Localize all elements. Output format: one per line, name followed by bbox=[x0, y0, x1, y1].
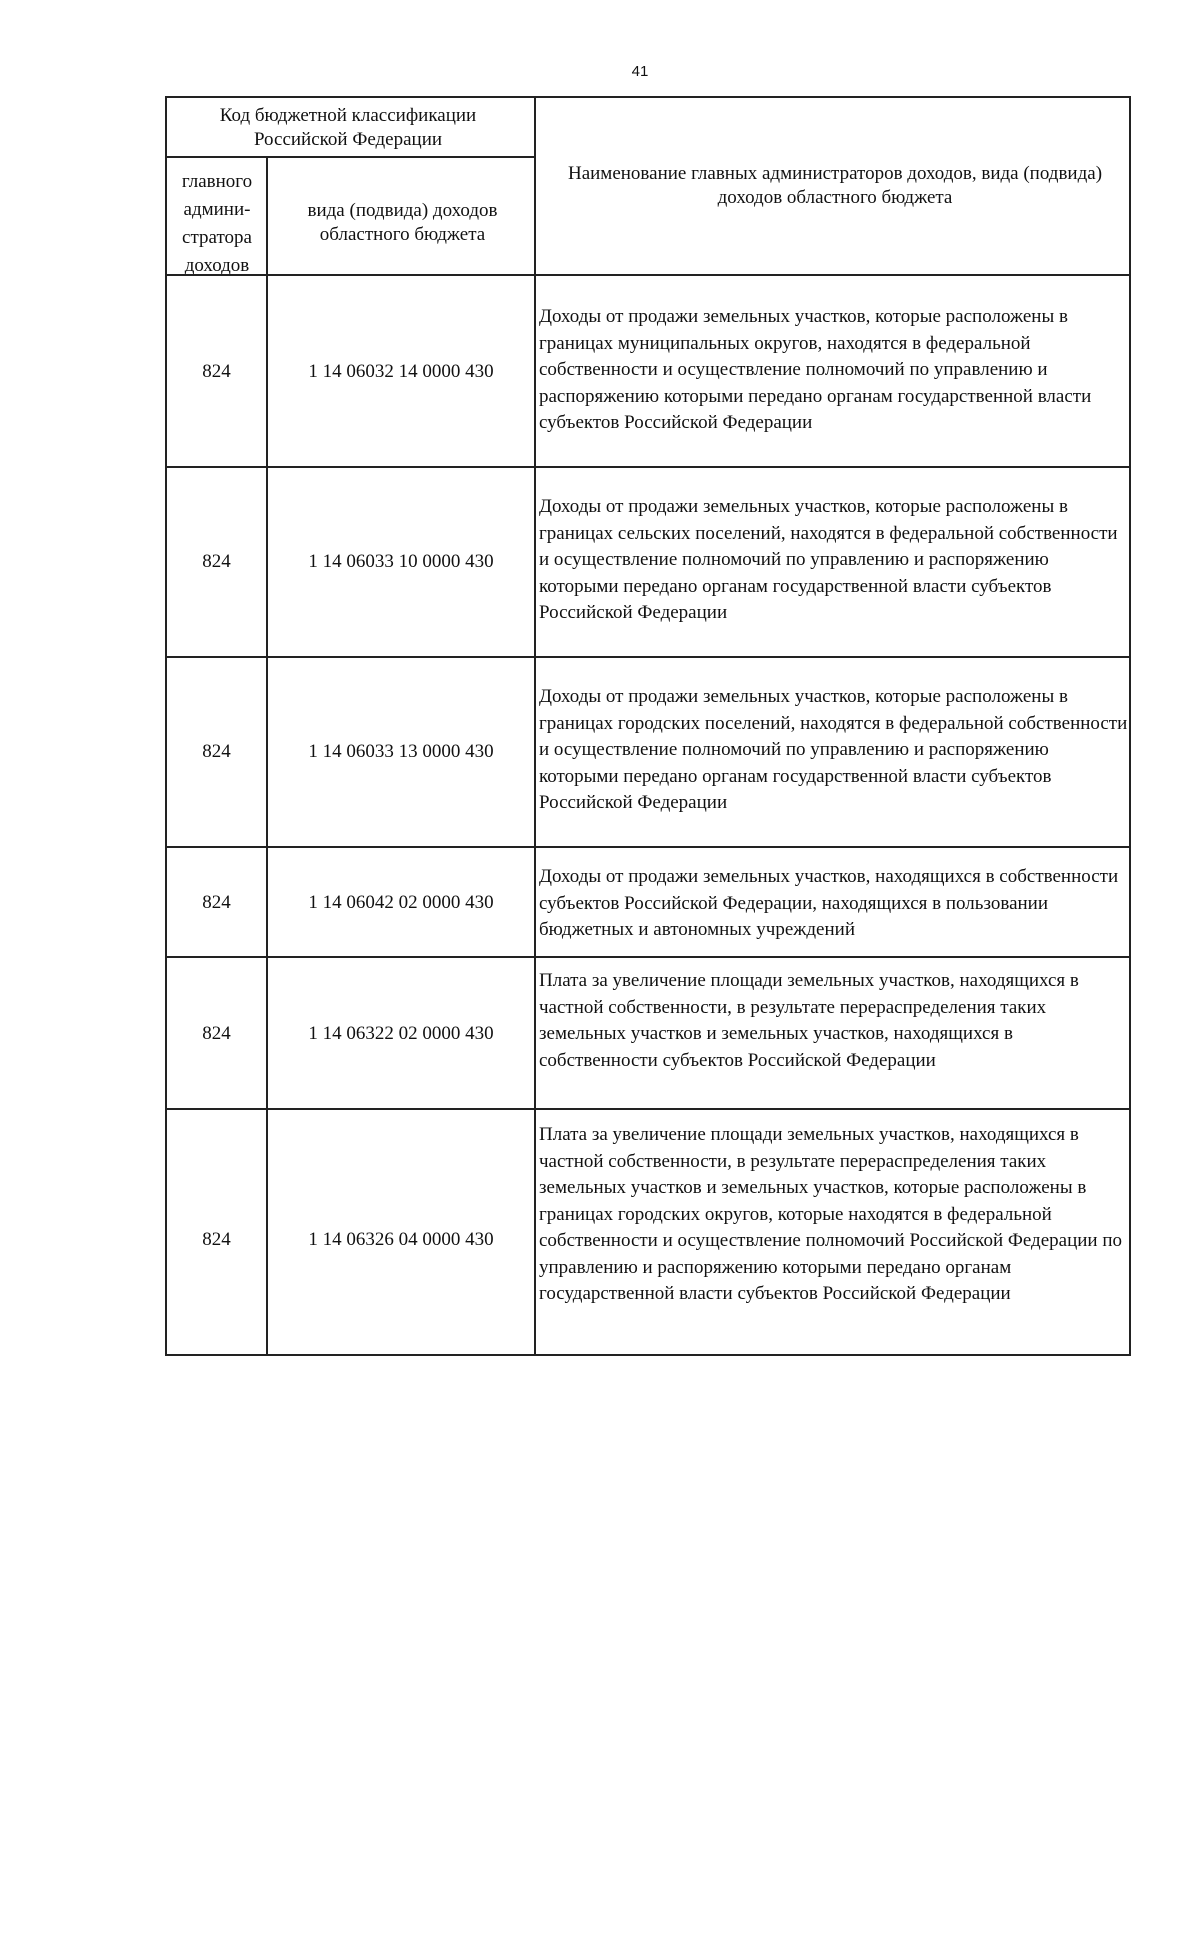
header-group-title: Код бюджетной классификации Российской Федерации bbox=[219, 105, 477, 150]
row3-name: Доходы от продажи земельных участков, которые расположены в границах городских поселений, находятся в федеральной собственности и осуществление полномочий по управлению и распоряжению которыми передано органам государственной власти субъектов Российской Федерации bbox=[539, 686, 1128, 813]
page-number: 41 bbox=[631, 63, 649, 80]
row2-name: Доходы от продажи земельных участков, которые расположены в границах сельских поселений, находятся в федеральной собственности и осуществление полномочий по управлению и распоряжению которыми передано органам государственной власти субъектов Российской Федерации bbox=[539, 496, 1118, 623]
row5-code: 1 14 06322 02 0000 430 bbox=[308, 1023, 494, 1044]
row6-name: Плата за увеличение площади земельных участков, находящихся в частной собственности, в результате перераспределения таких земельных участков и земельных участков, которые расположены в границах городских округов, которые находятся в федеральной собственности и осуществление полномочий Российской Федерации по управлению и распоряжению которыми передано органам государственной власти субъектов Российской Федерации bbox=[539, 1124, 1123, 1304]
row4-code: 1 14 06042 02 0000 430 bbox=[308, 892, 494, 913]
row2-code: 1 14 06033 10 0000 430 bbox=[308, 551, 494, 572]
row4-admin: 824 bbox=[202, 892, 231, 913]
header-col1: главного админи- стратора доходов bbox=[181, 171, 253, 276]
row3-admin: 824 bbox=[202, 741, 231, 762]
row1-code: 1 14 06032 14 0000 430 bbox=[308, 361, 494, 382]
row5-admin: 824 bbox=[202, 1023, 231, 1044]
header-col3: Наименование главных администраторов доходов, вида (подвида) доходов областного бюджета bbox=[567, 163, 1103, 208]
row1-admin: 824 bbox=[202, 361, 231, 382]
row2-admin: 824 bbox=[202, 551, 231, 572]
row6-admin: 824 bbox=[202, 1229, 231, 1250]
row5-name: Плата за увеличение площади земельных участков, находящихся в частной собственности, в результате перераспределения таких земельных участков и земельных участков, находящихся в собственности субъектов Российской Федерации bbox=[539, 970, 1079, 1071]
row3-code: 1 14 06033 13 0000 430 bbox=[308, 741, 494, 762]
row1-name: Доходы от продажи земельных участков, которые расположены в границах муниципальных округов, находятся в федеральной собственности и осуществление полномочий по управлению и распоряжению которыми передано органам государственной власти субъектов Российской Федерации bbox=[539, 306, 1092, 433]
row6-code: 1 14 06326 04 0000 430 bbox=[308, 1229, 494, 1250]
row4-name: Доходы от продажи земельных участков, находящихся в собственности субъектов Российской Федерации, находящихся в пользовании бюджетных и автономных учреждений bbox=[539, 866, 1119, 940]
header-col2: вида (подвида) доходов областного бюджета bbox=[307, 200, 498, 245]
